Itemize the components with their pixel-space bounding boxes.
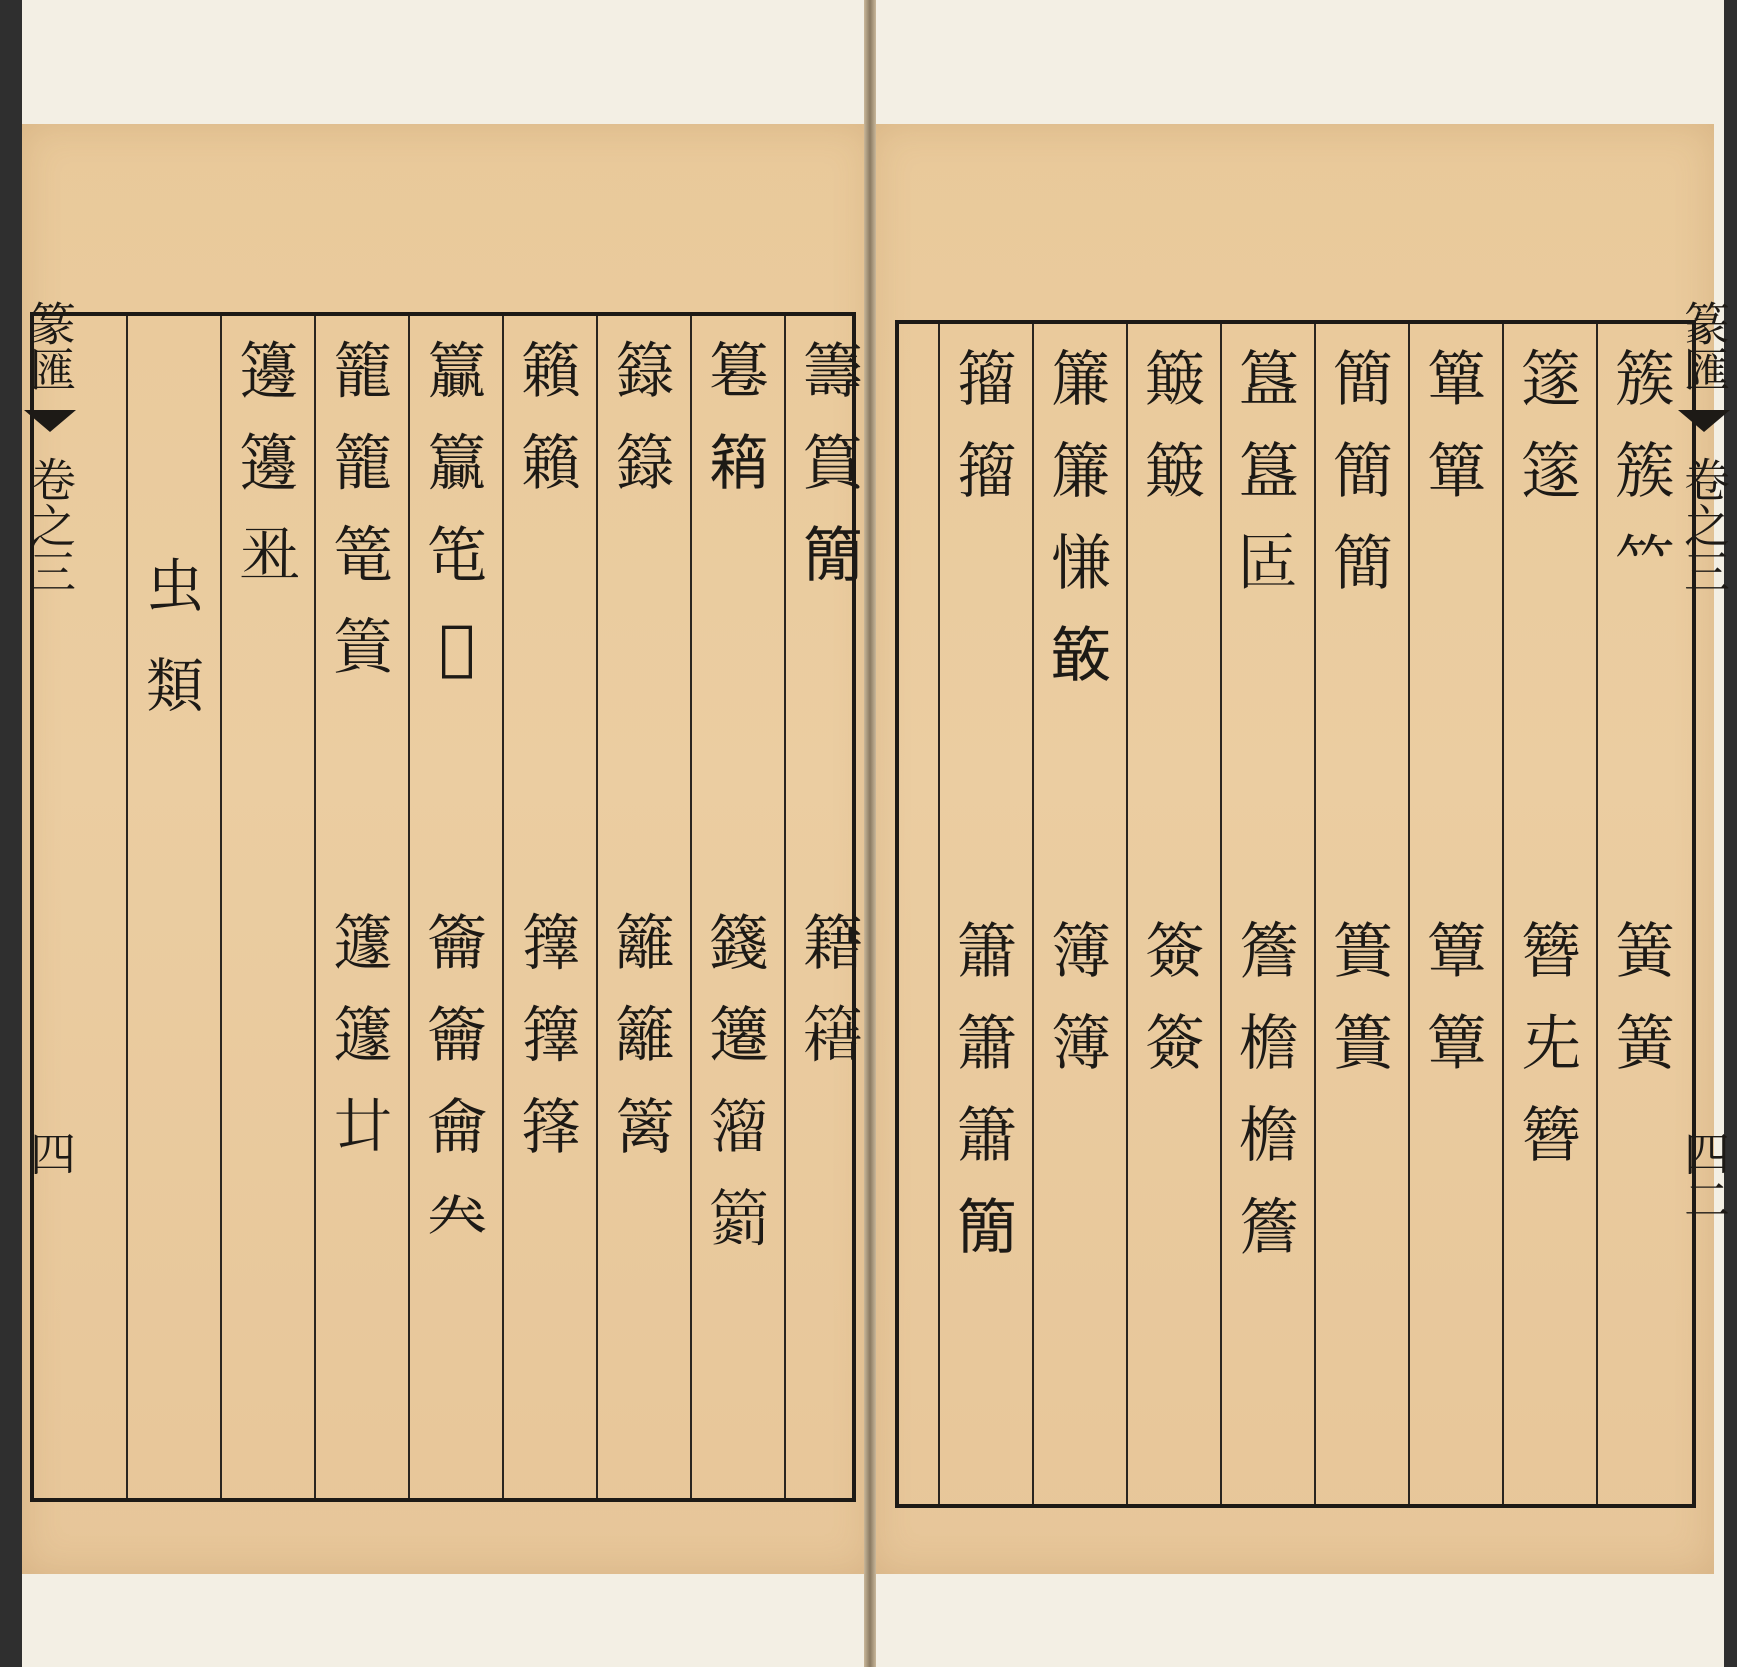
glyph: 檐	[1239, 1101, 1299, 1171]
glyph: 簾	[1051, 437, 1111, 507]
glyph: 簫	[957, 1009, 1017, 1079]
column-bottom	[1034, 906, 1128, 1090]
right-margin-strip	[1676, 300, 1732, 1500]
glyph: 籙	[615, 337, 675, 407]
page-number	[23, 1130, 77, 1176]
glyph: 𠤳	[1239, 529, 1299, 599]
glyph: 簽	[1145, 1009, 1205, 1079]
glyph: 籬	[615, 909, 675, 979]
glyph: 簇	[1615, 437, 1675, 507]
page-number-text: 四二	[1677, 1130, 1731, 1222]
glyph: 籛	[709, 909, 769, 979]
column-bottom	[1316, 906, 1410, 1090]
left-col-4	[502, 316, 598, 1498]
column-bottom	[316, 898, 410, 1174]
glyph: 𥳑	[957, 1193, 1017, 1263]
left-text-frame	[30, 312, 863, 1502]
glyph: 籧	[333, 1001, 393, 1071]
glyph: 𥳑	[803, 521, 863, 591]
glyph: 簡	[1333, 437, 1393, 507]
left-col-7	[220, 316, 316, 1498]
glyph: 籥	[427, 1001, 487, 1071]
glyph: 籟	[521, 429, 581, 499]
glyph: 籙	[615, 429, 675, 499]
column-top	[410, 326, 504, 694]
glyph: 簣	[1333, 1009, 1393, 1079]
right-col-4	[1314, 324, 1410, 1504]
fish-tail-mark	[1678, 410, 1730, 432]
glyph: 簟	[1427, 917, 1487, 987]
page-number-text: 四	[23, 1130, 77, 1176]
glyph: 籥	[427, 909, 487, 979]
glyph: 籠	[333, 429, 393, 499]
glyph: 簧	[1615, 1009, 1675, 1079]
glyph: 篢	[333, 613, 393, 683]
glyph: 慊	[1051, 529, 1111, 599]
column-top	[940, 334, 1034, 518]
right-col-5	[1220, 324, 1316, 1504]
glyph: 簾	[1051, 345, 1111, 415]
right-col-8	[938, 324, 1034, 1504]
glyph: 簡	[1333, 529, 1393, 599]
glyph: 𥵄	[709, 1093, 769, 1163]
glyph: 籩	[239, 337, 299, 407]
glyph: 虫	[145, 552, 204, 620]
glyph: 䉦	[709, 1001, 769, 1071]
glyph: 𥴊	[1051, 621, 1111, 691]
column-bottom	[940, 906, 1034, 1274]
glyph: 籩	[239, 429, 299, 499]
glyph: 籬	[615, 1001, 675, 1071]
column-bottom	[786, 898, 880, 1082]
left-margin-strip	[22, 300, 78, 1500]
juan-text: 卷之三	[1677, 456, 1731, 594]
glyph: 簪	[1521, 1101, 1581, 1171]
glyph: 簞	[1427, 345, 1487, 415]
glyph: 簣	[1333, 917, 1393, 987]
glyph: 簟	[1427, 1009, 1487, 1079]
glyph: 籯	[427, 337, 487, 407]
glyph: 𥶖	[709, 1185, 769, 1255]
glyph: 篔	[803, 429, 863, 499]
glyph: 簽	[1145, 917, 1205, 987]
glyph: 檐	[1239, 1009, 1299, 1079]
glyph: 簋	[1239, 345, 1299, 415]
column-bottom	[598, 898, 692, 1174]
glyph: 簞	[1427, 437, 1487, 507]
column-bottom	[410, 898, 504, 1266]
glyph: 籠	[333, 337, 393, 407]
column-top	[1034, 334, 1128, 702]
column-bottom	[504, 898, 598, 1174]
column-top	[598, 326, 692, 510]
left-col-2	[690, 316, 786, 1498]
column-bottom	[1504, 906, 1598, 1182]
column-top	[222, 326, 316, 602]
juan-label	[23, 456, 77, 594]
glyph: 簇	[1615, 345, 1675, 415]
left-col-heading	[126, 316, 222, 1498]
glyph: 籟	[521, 337, 581, 407]
glyph: 𠥻	[333, 1093, 393, 1163]
column-top	[1316, 334, 1410, 610]
column-bottom	[1222, 906, 1316, 1274]
right-col-7	[1032, 324, 1128, 1504]
glyph: 𠔉	[427, 1185, 487, 1255]
glyph: 篴	[1521, 345, 1581, 415]
column-top	[504, 326, 598, 510]
book-title-text: 篆匯	[23, 300, 77, 392]
glyph: 簿	[1051, 1009, 1111, 1079]
page-number	[1677, 1130, 1731, 1222]
book-title	[22, 300, 78, 392]
glyph: 𥸨	[239, 521, 299, 591]
left-col-5	[408, 316, 504, 1498]
right-col-6	[1126, 324, 1222, 1504]
glyph: 籀	[957, 345, 1017, 415]
glyph: 簡	[1333, 345, 1393, 415]
glyph: 籧	[333, 909, 393, 979]
left-col-6	[314, 316, 410, 1498]
column-top	[316, 326, 410, 694]
glyph: 箨	[521, 1093, 581, 1163]
glyph: 籜	[521, 909, 581, 979]
column-bottom	[692, 898, 786, 1266]
glyph: 籯	[427, 429, 487, 499]
glyph: 𥫱	[427, 521, 487, 591]
right-text-frame	[895, 320, 1696, 1508]
glyph: 龠	[427, 1093, 487, 1163]
glyph: 𥳯	[803, 1001, 863, 1071]
column-bottom	[1410, 906, 1504, 1090]
glyph: 篭	[333, 521, 393, 591]
glyph: 簿	[1051, 917, 1111, 987]
column-top	[786, 326, 880, 602]
right-col-3	[1408, 324, 1504, 1504]
column-top	[692, 326, 786, 510]
juan-text: 卷之三	[23, 456, 77, 594]
glyph: 篱	[615, 1093, 675, 1163]
book-title-text: 篆匯	[1677, 300, 1731, 392]
column-top	[1128, 334, 1222, 518]
glyph: 簪	[1521, 917, 1581, 987]
glyph: 簋	[1239, 437, 1299, 507]
section-heading	[128, 536, 222, 736]
glyph: 籀	[957, 437, 1017, 507]
glyph: 簫	[957, 1101, 1017, 1171]
glyph: 篴	[1521, 437, 1581, 507]
fish-tail-mark	[24, 410, 76, 432]
glyph: 簸	[1145, 437, 1205, 507]
glyph: 兂	[1521, 1009, 1581, 1079]
column-top	[1504, 334, 1598, 518]
book-title	[1676, 300, 1732, 392]
glyph: 𥳓	[709, 429, 769, 499]
juan-label	[1677, 456, 1731, 594]
glyph: 籍	[803, 909, 863, 979]
left-col-1	[784, 316, 880, 1498]
glyph: 𥫗	[1615, 529, 1675, 599]
glyph: 籜	[521, 1001, 581, 1071]
glyph: 簷	[1239, 917, 1299, 987]
column-top	[1222, 334, 1316, 610]
left-col-3	[596, 316, 692, 1498]
glyph: 簫	[957, 917, 1017, 987]
right-col-2	[1502, 324, 1598, 1504]
glyph: 篹	[709, 337, 769, 407]
glyph: 簷	[1239, 1193, 1299, 1263]
glyph: 簸	[1145, 345, 1205, 415]
glyph: 籌	[803, 337, 863, 407]
glyph: 類	[145, 652, 204, 720]
column-bottom	[1128, 906, 1222, 1090]
glyph: 𥫲	[438, 613, 475, 683]
column-top	[1410, 334, 1504, 518]
glyph: 簧	[1615, 917, 1675, 987]
